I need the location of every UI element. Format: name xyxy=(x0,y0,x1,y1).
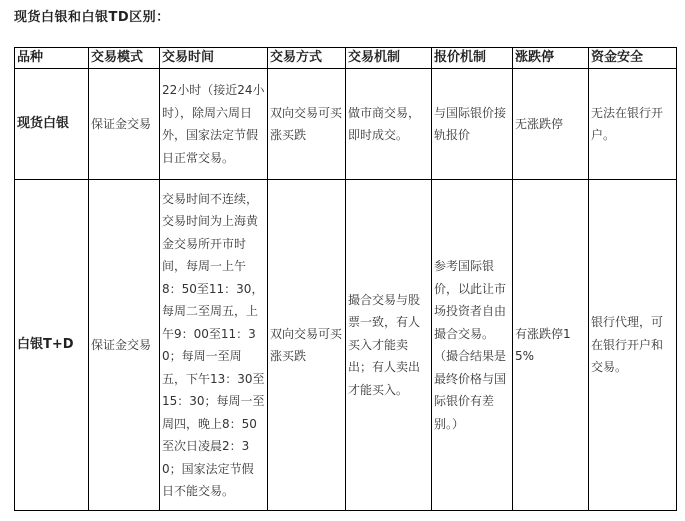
table-row xyxy=(15,180,677,511)
cell-trading-mode: 保证金交易 xyxy=(89,69,160,180)
cell-variety: 白银T+D xyxy=(15,180,89,511)
header-trading-mechanism: 交易机制 xyxy=(346,48,432,69)
cell-quote-mechanism: 与国际银价接轨报价 xyxy=(432,69,513,180)
header-price-limit: 涨跌停 xyxy=(513,48,589,69)
header-fund-safety: 资金安全 xyxy=(589,48,677,69)
cell-trading-mode: 保证金交易 xyxy=(89,180,160,511)
page-title: 现货白银和白银TD区别： xyxy=(14,10,170,25)
header-trading-method: 交易方式 xyxy=(268,48,346,69)
cell-price-limit: 有涨跌停15% xyxy=(513,180,589,511)
comparison-table xyxy=(14,47,677,511)
header-quote-mechanism: 报价机制 xyxy=(432,48,513,69)
cell-quote-mechanism: 参考国际银价，以此让市场投资者自由撮合交易。（撮合结果是最终价格与国际银价有差别。） xyxy=(432,180,513,511)
cell-fund-safety: 银行代理，可在银行开户和交易。 xyxy=(589,180,677,511)
cell-trading-time: 22小时（接近24小时），除周六周日外，国家法定节假日正常交易。 xyxy=(160,69,268,180)
header-trading-time: 交易时间 xyxy=(160,48,268,69)
cell-trading-method: 双向交易可买涨买跌 xyxy=(268,69,346,180)
cell-trading-mechanism: 做市商交易，即时成交。 xyxy=(346,69,432,180)
header-variety: 品种 xyxy=(15,48,89,69)
header-trading-mode: 交易模式 xyxy=(89,48,160,69)
cell-variety: 现货白银 xyxy=(15,69,89,180)
table-header-row xyxy=(15,48,677,69)
cell-fund-safety: 无法在银行开户。 xyxy=(589,69,677,180)
cell-trading-mechanism: 撮合交易与股票一致，有人买入才能卖出；有人卖出才能买入。 xyxy=(346,180,432,511)
cell-trading-time: 交易时间不连续，交易时间为上海黄金交易所开市时间，每周一上午8：50至11：30，每周二至周五，上午9：00至11：30；每周一至周五，下午13：30至15：30；每周一至周四，晚上8：50至次日凌晨2：30；国家法定节假日不能交易。 xyxy=(160,180,268,511)
table-row xyxy=(15,69,677,180)
cell-price-limit: 无涨跌停 xyxy=(513,69,589,180)
cell-trading-method: 双向交易可买涨买跌 xyxy=(268,180,346,511)
